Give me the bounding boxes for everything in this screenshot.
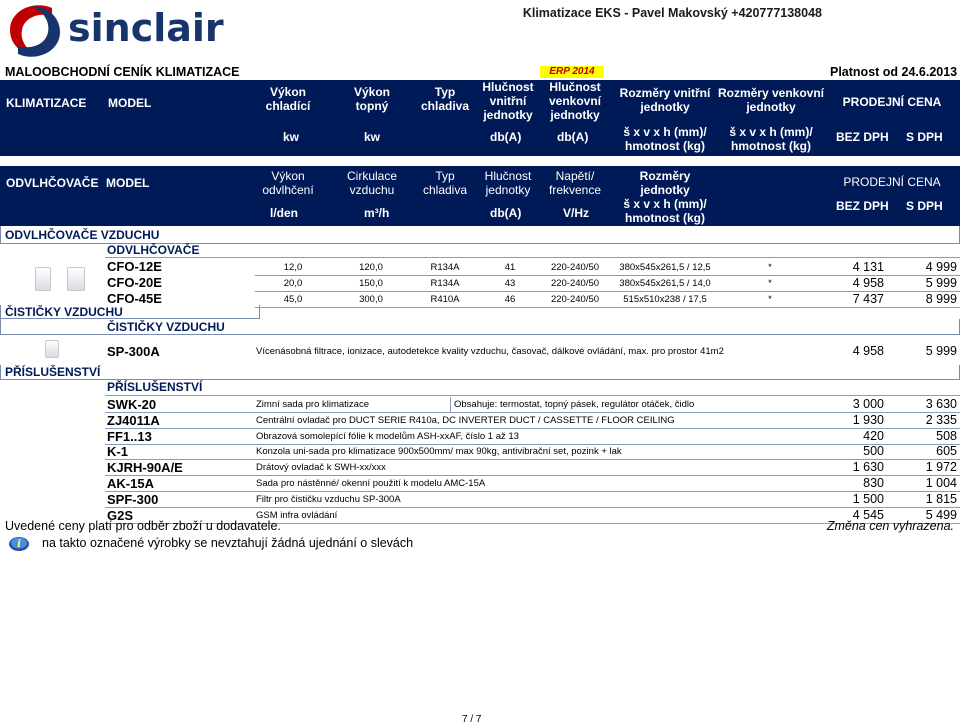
svg-text:i: i bbox=[17, 539, 21, 550]
dehum-model: CFO-45E bbox=[107, 291, 162, 306]
dehum-hlucnost: 41 bbox=[504, 262, 516, 273]
info-icon bbox=[8, 534, 30, 552]
section-prislusenstvi-title: PŘÍSLUŠENSTVÍ bbox=[5, 365, 101, 379]
dehum-napeti: 220-240/50 bbox=[550, 262, 600, 273]
dehum-cirkulace: 300,0 bbox=[359, 294, 383, 305]
header-vykon-chladici: Výkon chladící bbox=[265, 85, 311, 113]
row-divider bbox=[255, 307, 960, 308]
dehum-model: CFO-12E bbox=[107, 259, 162, 274]
dehum-typ: R410A bbox=[430, 294, 460, 305]
accessory-model: G2S bbox=[107, 508, 134, 523]
accessory-extra: Obsahuje: termostat, topný pásek, regulátor otáček, čidlo bbox=[454, 399, 695, 410]
dehum-note: * bbox=[768, 278, 772, 289]
accessory-price-s-dph: 1 972 bbox=[925, 460, 957, 474]
accessory-description: Obrazová somolepící fólie k modelům ASH-xxAF, číslo 1 až 13 bbox=[256, 431, 519, 442]
accessory-description: Konzola uni-sada pro klimatizace 900x500mm/ max 90kg, antivibrační set, pozink + lak bbox=[256, 446, 622, 457]
accessory-price-s-dph: 1 004 bbox=[925, 476, 957, 490]
header-unit-rozmery2: š x v x h (mm)/ hmotnost (kg) bbox=[729, 125, 813, 153]
dehum-cirkulace: 150,0 bbox=[359, 278, 383, 289]
accessory-model: AK-15A bbox=[107, 476, 154, 491]
header-unit-lden: l/den bbox=[270, 206, 299, 220]
dehumidifier-image-1 bbox=[35, 267, 51, 291]
header-rozmery: Rozměry jednotky bbox=[639, 169, 691, 197]
dehum-price-bez-dph: 4 958 bbox=[852, 276, 884, 290]
header-dehum-s-dph: S DPH bbox=[906, 199, 943, 213]
accessory-description: GSM infra ovládání bbox=[256, 510, 338, 521]
header-dehum-bez-dph: BEZ DPH bbox=[836, 199, 889, 213]
dehum-price-bez-dph: 4 131 bbox=[852, 260, 884, 274]
header-klimatizace: KLIMATIZACE bbox=[6, 96, 87, 110]
footer-note-right: Změna cen vyhrazena. bbox=[826, 519, 954, 533]
page-number: 7 / 7 bbox=[462, 714, 482, 725]
dehum-hlucnost: 46 bbox=[504, 294, 516, 305]
divider bbox=[105, 395, 960, 396]
section-prislusenstvi-bar bbox=[0, 365, 960, 380]
accessory-price-s-dph: 3 630 bbox=[925, 397, 957, 411]
sinclair-logo bbox=[4, 2, 334, 60]
footer-info-note: na takto označené výrobky se nevztahují žádná ujednání o slevách bbox=[42, 536, 414, 550]
divider bbox=[105, 257, 960, 258]
validity-date: Platnost od 24.6.2013 bbox=[830, 65, 958, 79]
accessory-description: Zimní sada pro klimatizace bbox=[256, 399, 369, 410]
header-unit-kw1: kw bbox=[283, 130, 300, 144]
header-unit-rozm: š x v x h (mm)/ hmotnost (kg) bbox=[623, 197, 707, 225]
header-unit-db1: db(A) bbox=[490, 130, 522, 144]
header-bez-dph: BEZ DPH bbox=[836, 130, 889, 144]
header-typ-chladiva: Typ chladiva bbox=[420, 85, 470, 113]
subsection-cisticky: ČISTIČKY VZDUCHU bbox=[107, 320, 225, 334]
dehum-price-s-dph: 8 999 bbox=[925, 292, 957, 306]
purifier-model: SP-300A bbox=[107, 344, 160, 359]
accessory-price-s-dph: 1 815 bbox=[925, 492, 957, 506]
header-odvlhcovace: ODVLHČOVAČE bbox=[6, 176, 99, 190]
dehum-rozmery: 380x545x261,5 / 12,5 bbox=[619, 262, 711, 273]
dehum-rozmery: 515x510x238 / 17,5 bbox=[623, 294, 707, 305]
accessory-description: Drátový ovladač k SWH-xx/xxx bbox=[256, 462, 386, 473]
dehum-price-s-dph: 4 999 bbox=[925, 260, 957, 274]
accessory-model: K-1 bbox=[107, 444, 128, 459]
header-napeti: Napětí/ frekvence bbox=[548, 169, 602, 197]
header-dehum-prodejni-cena: PRODEJNÍ CENA bbox=[843, 175, 941, 189]
purifier-price-bez-dph: 4 958 bbox=[852, 344, 884, 358]
accessory-price-bez-dph: 1 630 bbox=[852, 460, 884, 474]
accessory-price-bez-dph: 500 bbox=[863, 444, 884, 458]
header-prodejni-cena: PRODEJNÍ CENA bbox=[842, 95, 942, 109]
header-hlucnost: Hlučnost jednotky bbox=[484, 169, 532, 197]
accessory-price-bez-dph: 830 bbox=[863, 476, 884, 490]
header-unit-m3h: m³/h bbox=[364, 206, 390, 220]
aircon-table-header bbox=[0, 80, 960, 156]
dehumidifier-table-header bbox=[0, 166, 960, 226]
purifier-image bbox=[45, 340, 59, 358]
accessory-model: SWK-20 bbox=[107, 397, 157, 412]
company-contact: Klimatizace EKS - Pavel Makovský +420777138048 bbox=[522, 6, 822, 20]
purifier-price-s-dph: 5 999 bbox=[925, 344, 957, 358]
dehum-vykon: 12,0 bbox=[283, 262, 303, 273]
dehum-note: * bbox=[768, 294, 772, 305]
purifier-description: Vícenásobná filtrace, ionizace, autodetekce kvality vzduchu, časovač, dálkové ovládání, max. pro prostor 41m2 bbox=[256, 346, 724, 357]
dehum-model: CFO-20E bbox=[107, 275, 162, 290]
header-typ: Typ chladiva bbox=[422, 169, 468, 197]
accessory-description: Filtr pro čističku vzduchu SP-300A bbox=[256, 494, 401, 505]
header-cirkulace: Cirkulace vzduchu bbox=[346, 169, 397, 197]
price-list-title: MALOOBCHODNÍ CENÍK KLIMATIZACE bbox=[5, 65, 240, 79]
header-model: MODEL bbox=[108, 96, 152, 110]
header-rozmery-venkovni: Rozměry venkovní jednotky bbox=[717, 86, 825, 114]
dehum-typ: R134A bbox=[430, 262, 460, 273]
header-vykon-topny: Výkon topný bbox=[353, 85, 390, 113]
dehum-vykon: 20,0 bbox=[283, 278, 303, 289]
dehum-napeti: 220-240/50 bbox=[550, 294, 600, 305]
accessory-price-s-dph: 5 499 bbox=[925, 508, 957, 522]
header-unit-db: db(A) bbox=[490, 206, 522, 220]
header-s-dph: S DPH bbox=[906, 130, 943, 144]
dehum-rozmery: 380x545x261,5 / 14,0 bbox=[619, 278, 711, 289]
accessory-model: SPF-300 bbox=[107, 492, 159, 507]
accessory-price-s-dph: 2 335 bbox=[925, 413, 957, 427]
header-rozmery-vnitrni: Rozměry vnitřní jednotky bbox=[619, 86, 711, 114]
header-unit-rozmery1: š x v x h (mm)/ hmotnost (kg) bbox=[623, 125, 707, 153]
dehum-typ: R134A bbox=[430, 278, 460, 289]
dehum-price-bez-dph: 7 437 bbox=[852, 292, 884, 306]
accessory-price-bez-dph: 4 545 bbox=[852, 508, 884, 522]
header-vykon-odvlhceni: Výkon odvlhčení bbox=[262, 169, 314, 197]
accessory-description: Sada pro nástěnné/ okenní použití k modelu AMC-15A bbox=[256, 478, 486, 489]
accessory-price-s-dph: 508 bbox=[936, 429, 957, 443]
footer-note-left: Uvedené ceny platí pro odběr zboží u dodavatele. bbox=[5, 519, 281, 533]
accessory-price-s-dph: 605 bbox=[936, 444, 957, 458]
accessory-model: ZJ4011A bbox=[107, 413, 160, 428]
subsection-odvlhcovace: ODVLHČOVAČE bbox=[107, 243, 200, 257]
accessory-model: KJRH-90A/E bbox=[107, 460, 183, 475]
accessory-price-bez-dph: 1 500 bbox=[852, 492, 884, 506]
logo-text: sinclair bbox=[68, 6, 224, 50]
header-unit-kw2: kw bbox=[364, 130, 381, 144]
swirl-logo-icon bbox=[4, 2, 66, 60]
accessory-description: Centrální ovladač pro DUCT SERIE R410a, DC INVERTER DUCT / CASSETTE / FLOOR CEILING bbox=[256, 415, 675, 426]
accessory-price-bez-dph: 1 930 bbox=[852, 413, 884, 427]
dehumidifier-image-2 bbox=[67, 267, 85, 291]
dehum-price-s-dph: 5 999 bbox=[925, 276, 957, 290]
accessory-price-bez-dph: 3 000 bbox=[852, 397, 884, 411]
accessory-price-bez-dph: 420 bbox=[863, 429, 884, 443]
section-odvlhcovace-title: ODVLHČOVAČE VZDUCHU bbox=[5, 228, 160, 242]
header-hlucnost-vnitrni: Hlučnost vnitřní jednotky bbox=[482, 80, 534, 122]
dehum-vykon: 45,0 bbox=[283, 294, 303, 305]
header-hlucnost-venkovni: Hlučnost venkovní jednotky bbox=[548, 80, 602, 122]
header-dehum-model: MODEL bbox=[106, 176, 150, 190]
accessory-model: FF1..13 bbox=[107, 429, 152, 444]
dehum-note: * bbox=[768, 262, 772, 273]
header-unit-db2: db(A) bbox=[557, 130, 589, 144]
subsection-prislusenstvi: PŘÍSLUŠENSTVÍ bbox=[107, 380, 203, 394]
dehum-cirkulace: 120,0 bbox=[359, 262, 383, 273]
dehum-napeti: 220-240/50 bbox=[550, 278, 600, 289]
section-cisticky-title: ČISTIČKY VZDUCHU bbox=[5, 305, 123, 319]
header-unit-vhz: V/Hz bbox=[563, 206, 590, 220]
erp-badge: ERP 2014 bbox=[540, 66, 604, 78]
dehum-hlucnost: 43 bbox=[504, 278, 516, 289]
